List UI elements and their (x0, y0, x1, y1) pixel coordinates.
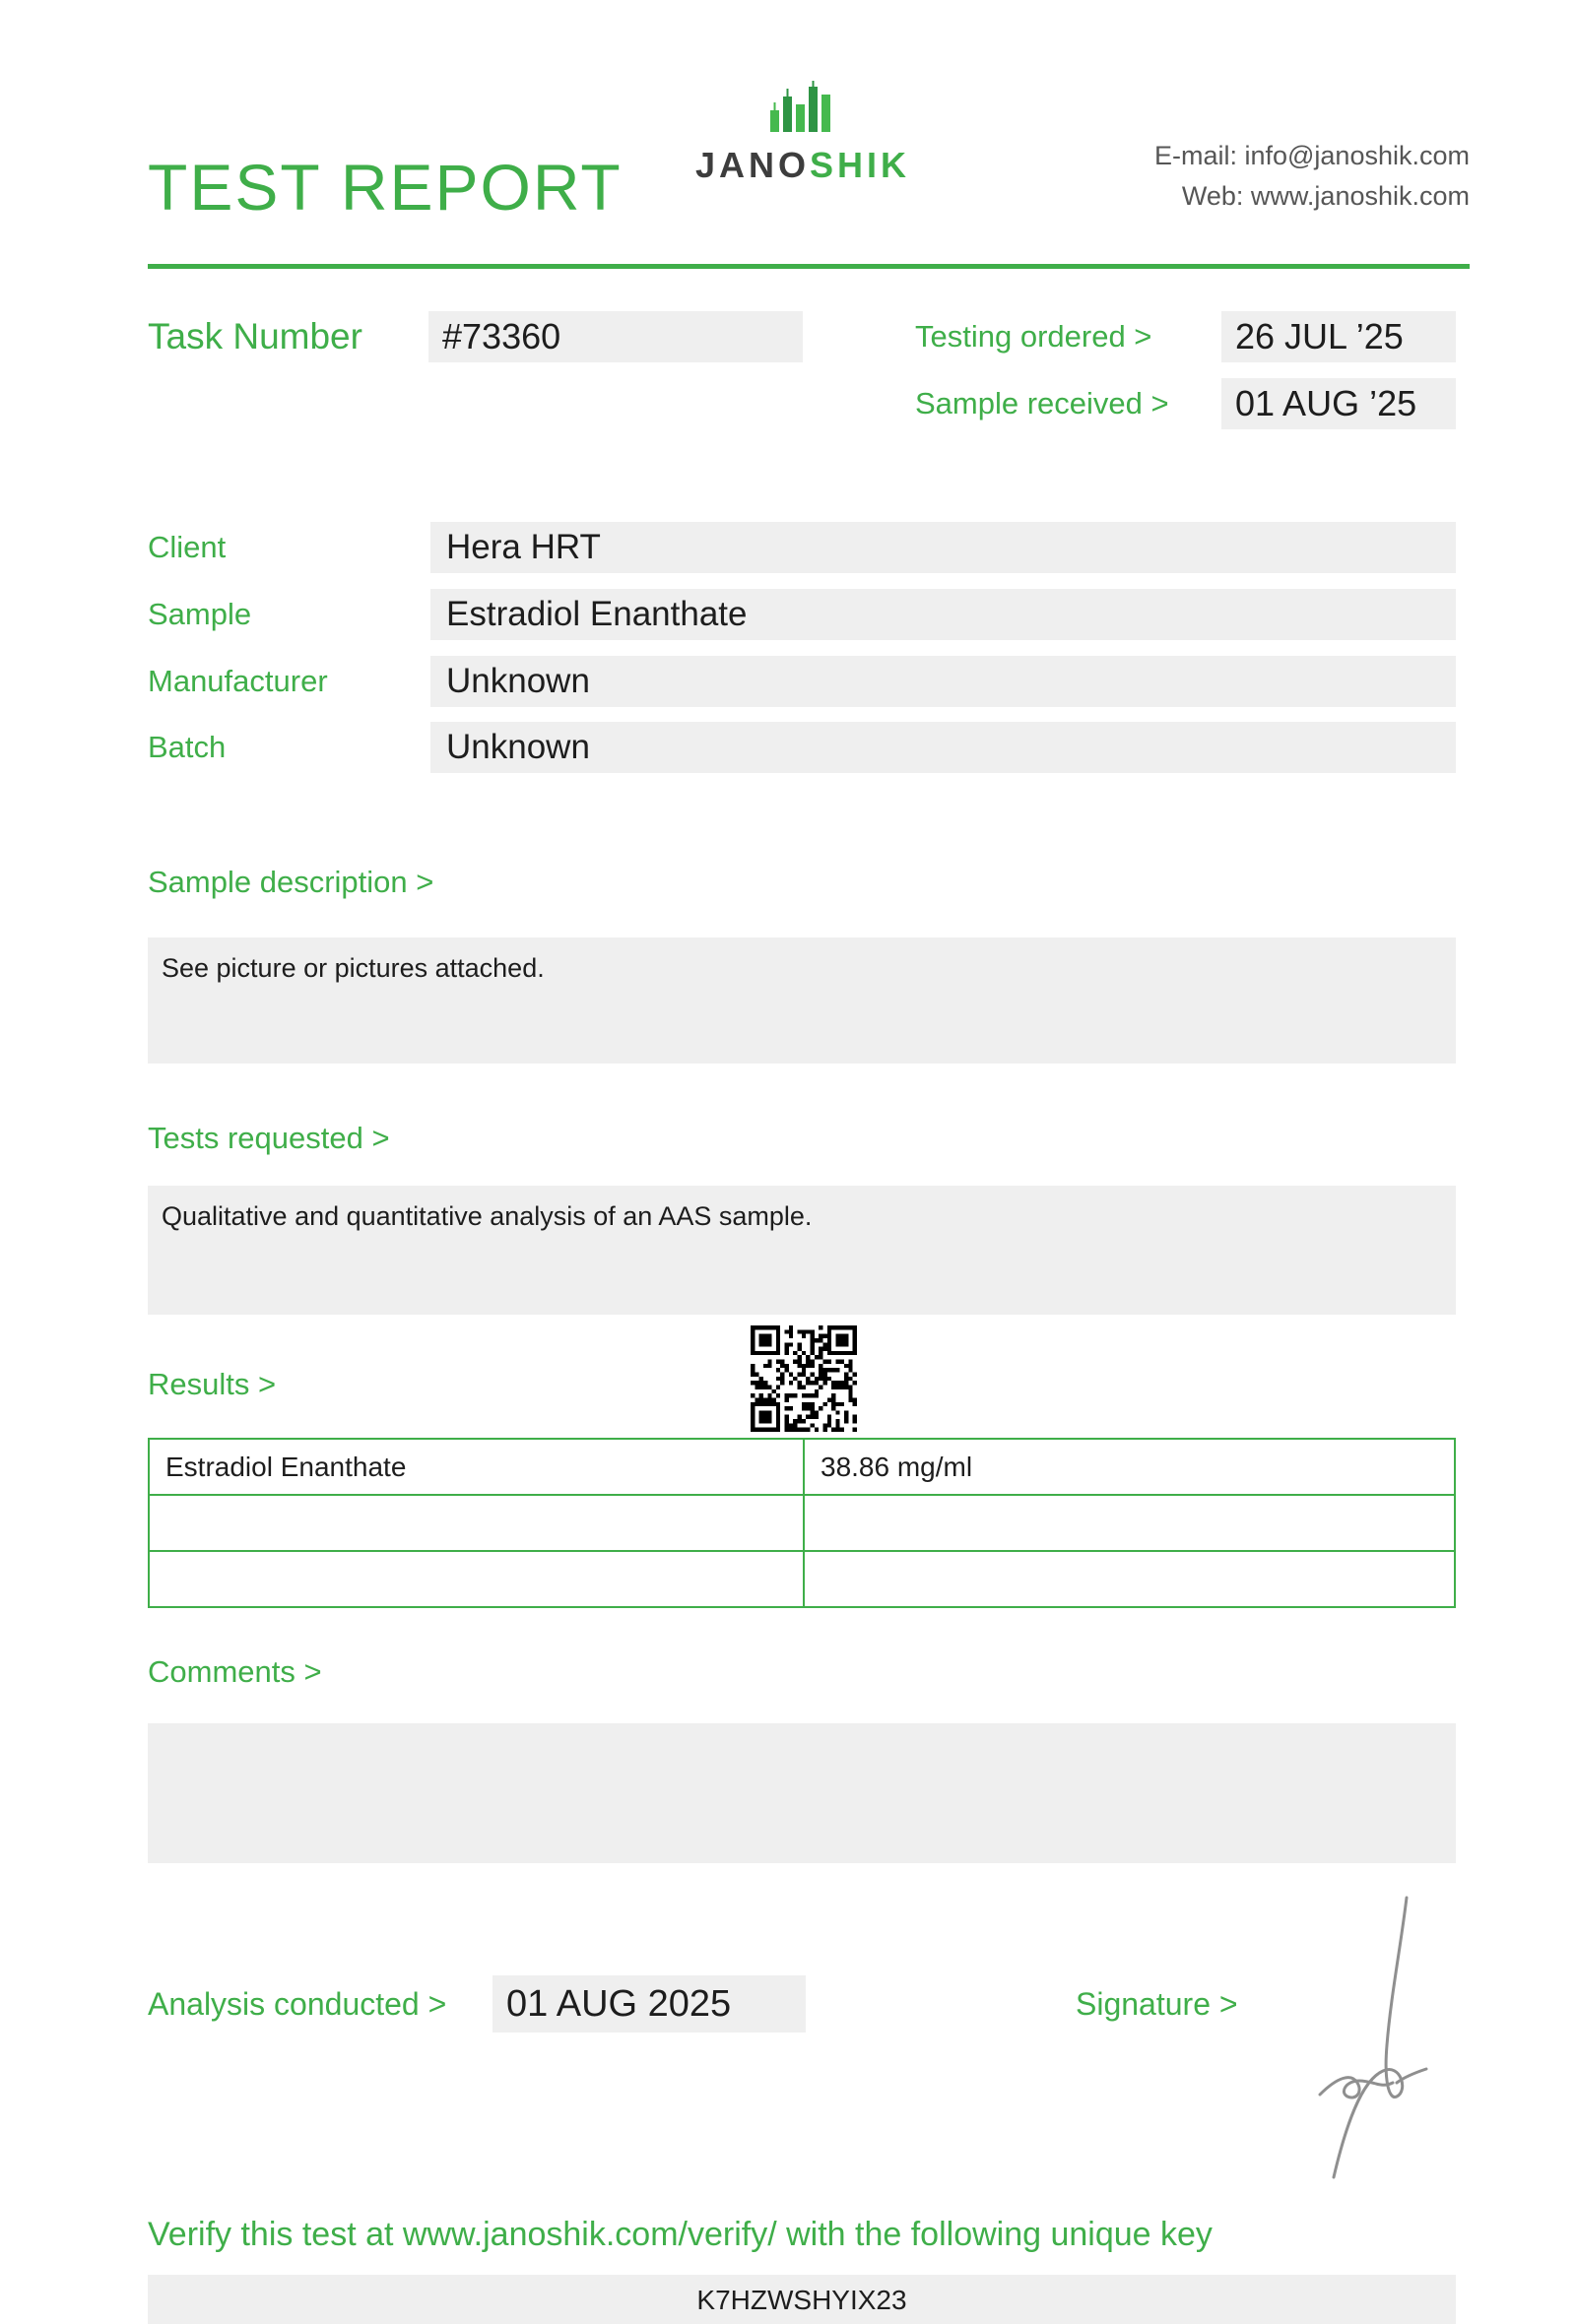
result-value: 38.86 mg/ml (804, 1439, 1455, 1495)
contact-info (985, 136, 1470, 217)
manufacturer-label: Manufacturer (148, 664, 328, 698)
sample-received-value: 01 AUG ’25 (1221, 378, 1456, 429)
logo-shik-text: SHIK (810, 145, 911, 185)
manufacturer-value: Unknown (430, 656, 1456, 707)
comments-box (148, 1723, 1456, 1863)
testing-ordered-label: Testing ordered > (915, 319, 1152, 354)
result-substance (149, 1495, 804, 1551)
results-row (149, 1439, 1455, 1495)
comments-label: Comments > (148, 1654, 322, 1689)
batch-value: Unknown (430, 722, 1456, 773)
sample-label: Sample (148, 597, 252, 631)
chart-bars-icon (680, 79, 926, 139)
results-label: Results > (148, 1367, 277, 1401)
result-value (804, 1551, 1455, 1607)
logo-jano-text: JANO (694, 145, 810, 185)
verify-text: Verify this test at www.janoshik.com/verify/ with the following unique key (148, 2216, 1213, 2253)
results-row (149, 1495, 1455, 1551)
task-number-value: #73360 (428, 311, 803, 362)
info-row-manufacturer (148, 656, 1456, 707)
batch-label: Batch (148, 730, 227, 764)
client-value: Hera HRT (430, 522, 1456, 573)
janoshik-logo (680, 79, 926, 186)
result-substance (149, 1551, 804, 1607)
sample-value: Estradiol Enanthate (430, 589, 1456, 640)
results-table (148, 1438, 1456, 1608)
signature-image (1280, 1886, 1448, 2193)
contact-email: E-mail: info@janoshik.com (1153, 141, 1470, 170)
logo-wordmark (680, 145, 926, 186)
contact-web: Web: www.janoshik.com (1181, 181, 1470, 211)
task-number-label: Task Number (148, 316, 362, 356)
qr-code (751, 1325, 857, 1432)
tests-requested-box: Qualitative and quantitative analysis of an AAS sample. (148, 1186, 1456, 1315)
page-title: TEST REPORT (148, 151, 623, 224)
sample-description-box: See picture or pictures attached. (148, 937, 1456, 1064)
analysis-conducted-label: Analysis conducted > (148, 1986, 447, 2022)
verify-key: K7HZWSHYIX23 (148, 2275, 1456, 2324)
analysis-conducted-value: 01 AUG 2025 (492, 1975, 806, 2033)
info-row-client (148, 522, 1456, 573)
testing-ordered-value: 26 JUL ’25 (1221, 311, 1456, 362)
result-value (804, 1495, 1455, 1551)
sample-description-label: Sample description > (148, 865, 434, 899)
info-row-sample (148, 589, 1456, 640)
tests-requested-label: Tests requested > (148, 1121, 390, 1155)
result-substance: Estradiol Enanthate (149, 1439, 804, 1495)
header-divider (148, 264, 1470, 269)
sample-received-label: Sample received > (915, 386, 1169, 420)
results-row (149, 1551, 1455, 1607)
client-label: Client (148, 530, 227, 564)
info-row-batch (148, 722, 1456, 773)
signature-label: Signature > (1076, 1986, 1238, 2022)
